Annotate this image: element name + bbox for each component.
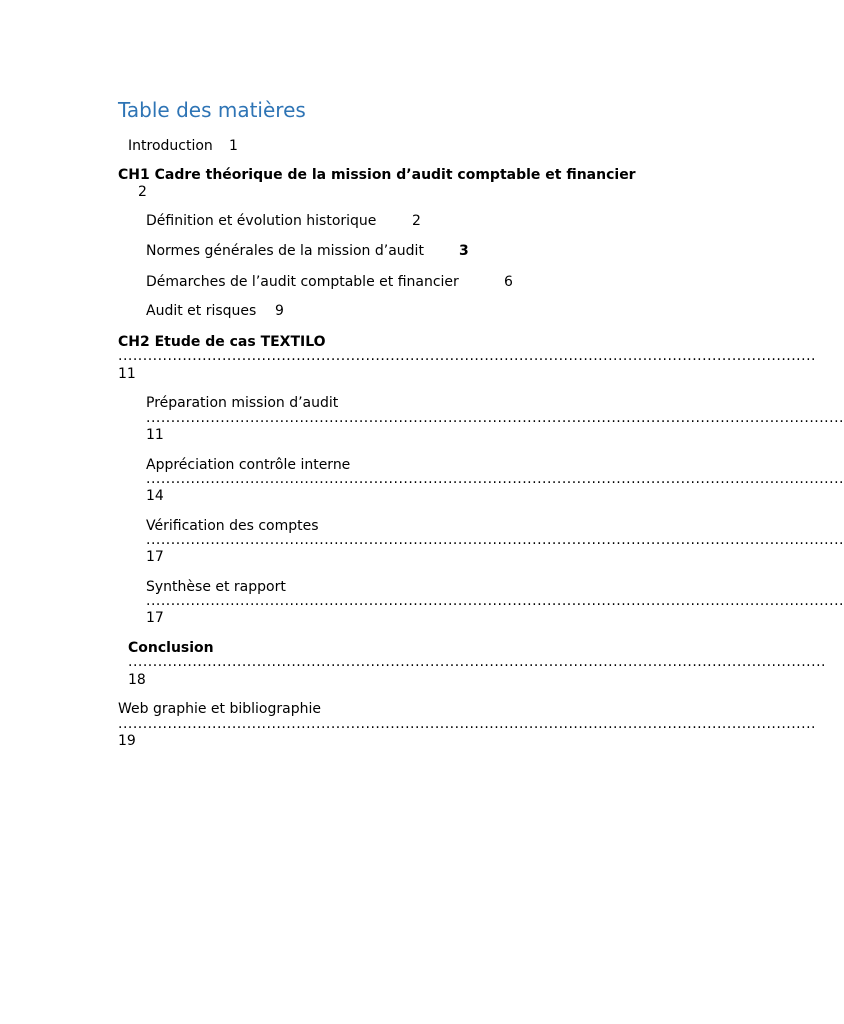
toc-entry-label: Synthèse et rapport [146,579,286,595]
toc-entry-ch1-s3[interactable] [146,274,459,290]
toc-page-number: 18 [128,672,146,688]
toc-dot-leader: ............................................................................................................................................. [146,532,844,548]
toc-entry-ch1-s1[interactable] [146,213,376,229]
toc-entry-ch1[interactable] [118,167,636,183]
toc-dot-leader: ............................................................................................................................................. [146,410,844,426]
toc-page-number: 11 [118,366,136,382]
toc-title: Table des matières [118,98,306,122]
toc-entry-ch1-s4[interactable] [146,303,256,319]
toc-page-number: 6 [504,274,513,290]
toc-page-number: 1 [229,138,238,154]
toc-dot-leader: ............................................................................................................................................. [118,348,816,364]
toc-entry-label: CH2 Etude de cas TEXTILO [118,334,326,350]
toc-entry-label: Préparation mission d’audit [146,395,339,411]
toc-page-number: 19 [118,733,136,749]
toc-entry-ch1-s2[interactable] [146,243,424,259]
toc-dot-leader: ............................................................................................................................................. [146,471,844,487]
toc-entry-label: Vérification des comptes [146,518,319,534]
toc-page-number: 14 [146,488,164,504]
toc-entry-label: Introduction [128,138,213,154]
toc-page-number: 17 [146,549,164,565]
toc-entry-label: Appréciation contrôle interne [146,457,351,473]
toc-page-number: 11 [146,427,164,443]
toc-page-number: 9 [275,303,284,319]
toc-entry-introduction[interactable] [128,138,213,154]
toc-entry-label: Web graphie et bibliographie [118,701,321,717]
toc-entry-label: Démarches de l’audit comptable et financier [146,274,459,290]
toc-entry-webgraphie[interactable] [118,701,321,717]
toc-entry-label: CH1 Cadre théorique de la mission d’audit comptable et financier [118,167,636,183]
toc-entry-label: Normes générales de la mission d’audit [146,243,424,259]
toc-entry-label: Conclusion [128,640,214,656]
toc-entry-ch2-s1[interactable] [146,395,338,411]
toc-entry-label: Audit et risques [146,303,257,319]
toc-dot-leader: ............................................................................................................................................. [146,593,844,609]
toc-dot-leader: ............................................................................................................................................. [118,716,816,732]
toc-page-number: 2 [412,213,421,229]
toc-page-number: 17 [146,610,164,626]
toc-entry-label: Définition et évolution historique [146,213,377,229]
toc-dot-leader: ............................................................................................................................................. [128,654,826,670]
toc-page-number: 3 [459,243,469,259]
toc-page-number: 2 [138,184,147,200]
